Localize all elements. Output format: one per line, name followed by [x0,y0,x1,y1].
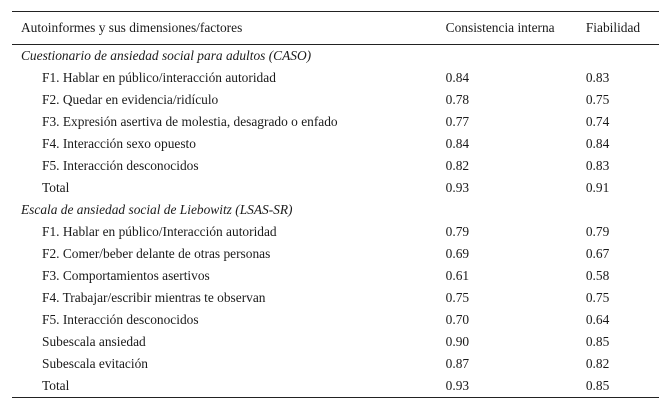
header-reliability: Fiabilidad [586,12,659,45]
row-label: F1. Hablar en público/interacción autoridad [42,70,276,85]
reliability-table [12,11,659,398]
row-reliability: 0.74 [585,114,610,129]
row-reliability: 0.85 [585,334,610,349]
row-internal-consistency: 0.77 [445,114,470,129]
row-internal-consistency: 0.82 [445,158,470,173]
row-label: F2. Comer/beber delante de otras personas [42,246,271,261]
header-row [12,12,659,45]
row-reliability: 0.58 [585,268,610,283]
row-internal-consistency: 0.93 [446,375,586,398]
table-row [12,111,659,133]
table-row [12,265,659,287]
table-row [12,177,659,199]
reliability-table-container [12,11,659,398]
row-internal-consistency: 0.75 [445,290,470,305]
table-row [12,375,659,398]
table-row [12,353,659,375]
row-internal-consistency: 0.78 [445,92,470,107]
row-internal-consistency: 0.84 [445,136,470,151]
row-label: Total [12,375,446,398]
row-internal-consistency: 0.69 [445,246,470,261]
row-reliability: 0.91 [585,180,610,195]
row-reliability: 0.75 [585,290,610,305]
row-reliability: 0.82 [585,356,610,371]
row-reliability: 0.64 [585,312,610,327]
row-internal-consistency: 0.87 [445,356,470,371]
row-label: F2. Quedar en evidencia/ridículo [42,92,219,107]
section-title: Escala de ansiedad social de Liebowitz (LSAS-SR) [21,202,293,217]
row-label: F3. Expresión asertiva de molestia, desagrado o enfado [42,114,338,129]
row-reliability: 0.83 [585,70,610,85]
row-internal-consistency: 0.90 [445,334,470,349]
row-internal-consistency: 0.79 [445,224,470,239]
row-label: F5. Interacción desconocidos [42,312,199,327]
row-label: F4. Interacción sexo opuesto [42,136,196,151]
table-row [12,89,659,111]
table-row [12,133,659,155]
section-header-row [12,199,659,221]
table-row [12,331,659,353]
row-reliability: 0.85 [586,375,659,398]
header-internal-consistency: Consistencia interna [446,12,586,45]
section-header-row [12,45,659,68]
row-label: F1. Hablar en público/Interacción autoridad [42,224,277,239]
table-row [12,309,659,331]
row-label: Total [42,180,70,195]
row-label: Subescala evitación [42,356,148,371]
row-label: F5. Interacción desconocidos [42,158,199,173]
table-body [12,45,659,398]
row-reliability: 0.83 [585,158,610,173]
row-label: Subescala ansiedad [42,334,146,349]
row-internal-consistency: 0.93 [445,180,470,195]
table-row [12,155,659,177]
row-label: F3. Comportamientos asertivos [42,268,210,283]
row-internal-consistency: 0.84 [445,70,470,85]
table-row [12,221,659,243]
row-reliability: 0.75 [585,92,610,107]
table-header [12,12,659,45]
table-row [12,287,659,309]
row-reliability: 0.67 [585,246,610,261]
row-reliability: 0.84 [585,136,610,151]
table-row [12,67,659,89]
row-internal-consistency: 0.61 [445,268,470,283]
table-row [12,243,659,265]
row-reliability: 0.79 [585,224,610,239]
header-dimensions: Autoinformes y sus dimensiones/factores [12,12,446,45]
row-internal-consistency: 0.70 [445,312,470,327]
section-title: Cuestionario de ansiedad social para adultos (CASO) [21,48,312,63]
row-label: F4. Trabajar/escribir mientras te observan [42,290,266,305]
